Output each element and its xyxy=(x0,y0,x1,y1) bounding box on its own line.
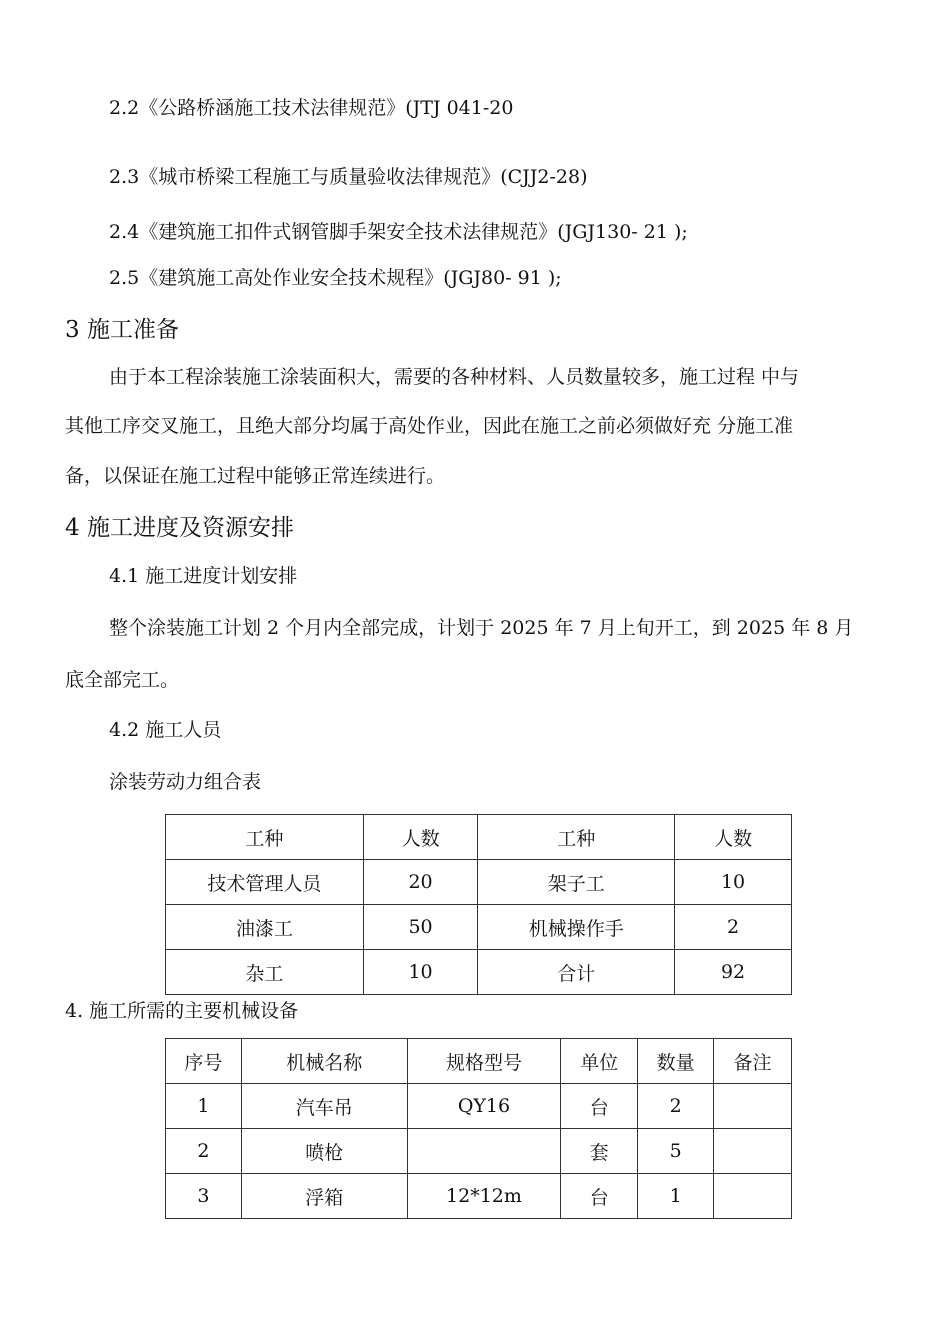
labor-cell: 50 xyxy=(363,905,478,950)
labor-header-cell: 人数 xyxy=(363,815,478,860)
section-3-paragraph-line-2: 其他工序交叉施工，且绝大部分均属于高处作业，因此在施工之前必须做好充 分施工准 xyxy=(65,415,794,437)
equipment-cell: 2 xyxy=(166,1129,242,1174)
labor-table xyxy=(165,814,792,995)
equipment-cell: 套 xyxy=(561,1129,638,1174)
labor-cell: 92 xyxy=(675,950,792,995)
equipment-cell: 汽车吊 xyxy=(241,1084,407,1129)
labor-cell: 20 xyxy=(363,860,478,905)
labor-cell: 架子工 xyxy=(478,860,675,905)
equipment-cell: 5 xyxy=(638,1129,714,1174)
equipment-cell: 台 xyxy=(561,1174,638,1219)
labor-cell: 技术管理人员 xyxy=(166,860,364,905)
labor-cell: 机械操作手 xyxy=(478,905,675,950)
labor-cell: 10 xyxy=(363,950,478,995)
labor-cell: 2 xyxy=(675,905,792,950)
equipment-cell xyxy=(407,1129,561,1174)
equipment-cell xyxy=(714,1084,792,1129)
equipment-cell xyxy=(714,1174,792,1219)
labor-header-cell: 工种 xyxy=(166,815,364,860)
section-3-paragraph-line-1: 由于本工程涂装施工涂装面积大，需要的各种材料、人员数量较多，施工过程 中与 xyxy=(109,366,800,388)
labor-cell: 油漆工 xyxy=(166,905,364,950)
equipment-cell: 浮箱 xyxy=(241,1174,407,1219)
equipment-title: 4. 施工所需的主要机械设备 xyxy=(65,1000,299,1022)
equipment-cell: 2 xyxy=(638,1084,714,1129)
labor-cell: 合计 xyxy=(478,950,675,995)
equipment-header-cell: 序号 xyxy=(166,1039,242,1084)
standard-2-5: 2.5《建筑施工高处作业安全技术规程》(JGJ80- 91 ); xyxy=(109,267,562,289)
section-4-1-heading: 4.1 施工进度计划安排 xyxy=(109,565,298,587)
labor-table-header-row xyxy=(166,815,792,860)
schedule-line-1: 整个涂装施工计划 2 个月内全部完成，计划于 2025 年 7 月上旬开工，到 2025 年 8 月 xyxy=(109,617,854,639)
section-3-paragraph-line-3: 备，以保证在施工过程中能够正常连续进行。 xyxy=(65,465,446,487)
equipment-table-container xyxy=(165,1038,793,1220)
labor-table-title: 涂装劳动力组合表 xyxy=(109,771,262,793)
labor-cell: 10 xyxy=(675,860,792,905)
equipment-cell: QY16 xyxy=(407,1084,561,1129)
equipment-cell: 喷枪 xyxy=(241,1129,407,1174)
schedule-line-2: 底全部完工。 xyxy=(65,669,180,691)
equipment-table-header-row xyxy=(166,1039,792,1084)
standard-2-3: 2.3《城市桥梁工程施工与质量验收法律规范》(CJJ2-28) xyxy=(109,166,588,188)
section-3-heading: 3 施工准备 xyxy=(65,317,179,343)
equipment-header-cell: 备注 xyxy=(714,1039,792,1084)
labor-header-cell: 人数 xyxy=(675,815,792,860)
labor-header-cell: 工种 xyxy=(478,815,675,860)
equipment-cell xyxy=(714,1129,792,1174)
equipment-cell: 台 xyxy=(561,1084,638,1129)
table-row xyxy=(166,950,792,995)
section-4-2-heading: 4.2 施工人员 xyxy=(109,719,222,741)
equipment-cell: 1 xyxy=(638,1174,714,1219)
table-row xyxy=(166,1129,792,1174)
equipment-header-cell: 机械名称 xyxy=(241,1039,407,1084)
equipment-header-cell: 单位 xyxy=(561,1039,638,1084)
section-4-heading: 4 施工进度及资源安排 xyxy=(65,515,294,541)
table-row xyxy=(166,860,792,905)
labor-cell: 杂工 xyxy=(166,950,364,995)
equipment-cell: 12*12m xyxy=(407,1174,561,1219)
equipment-cell: 1 xyxy=(166,1084,242,1129)
equipment-header-cell: 规格型号 xyxy=(407,1039,561,1084)
equipment-header-cell: 数量 xyxy=(638,1039,714,1084)
equipment-table xyxy=(165,1038,792,1219)
table-row xyxy=(166,1174,792,1219)
standard-2-4: 2.4《建筑施工扣件式钢管脚手架安全技术法律规范》(JGJ130- 21 ); xyxy=(109,221,688,243)
table-row xyxy=(166,1084,792,1129)
table-row xyxy=(166,905,792,950)
standard-2-2: 2.2《公路桥涵施工技术法律规范》(JTJ 041-20 xyxy=(109,97,514,119)
equipment-cell: 3 xyxy=(166,1174,242,1219)
